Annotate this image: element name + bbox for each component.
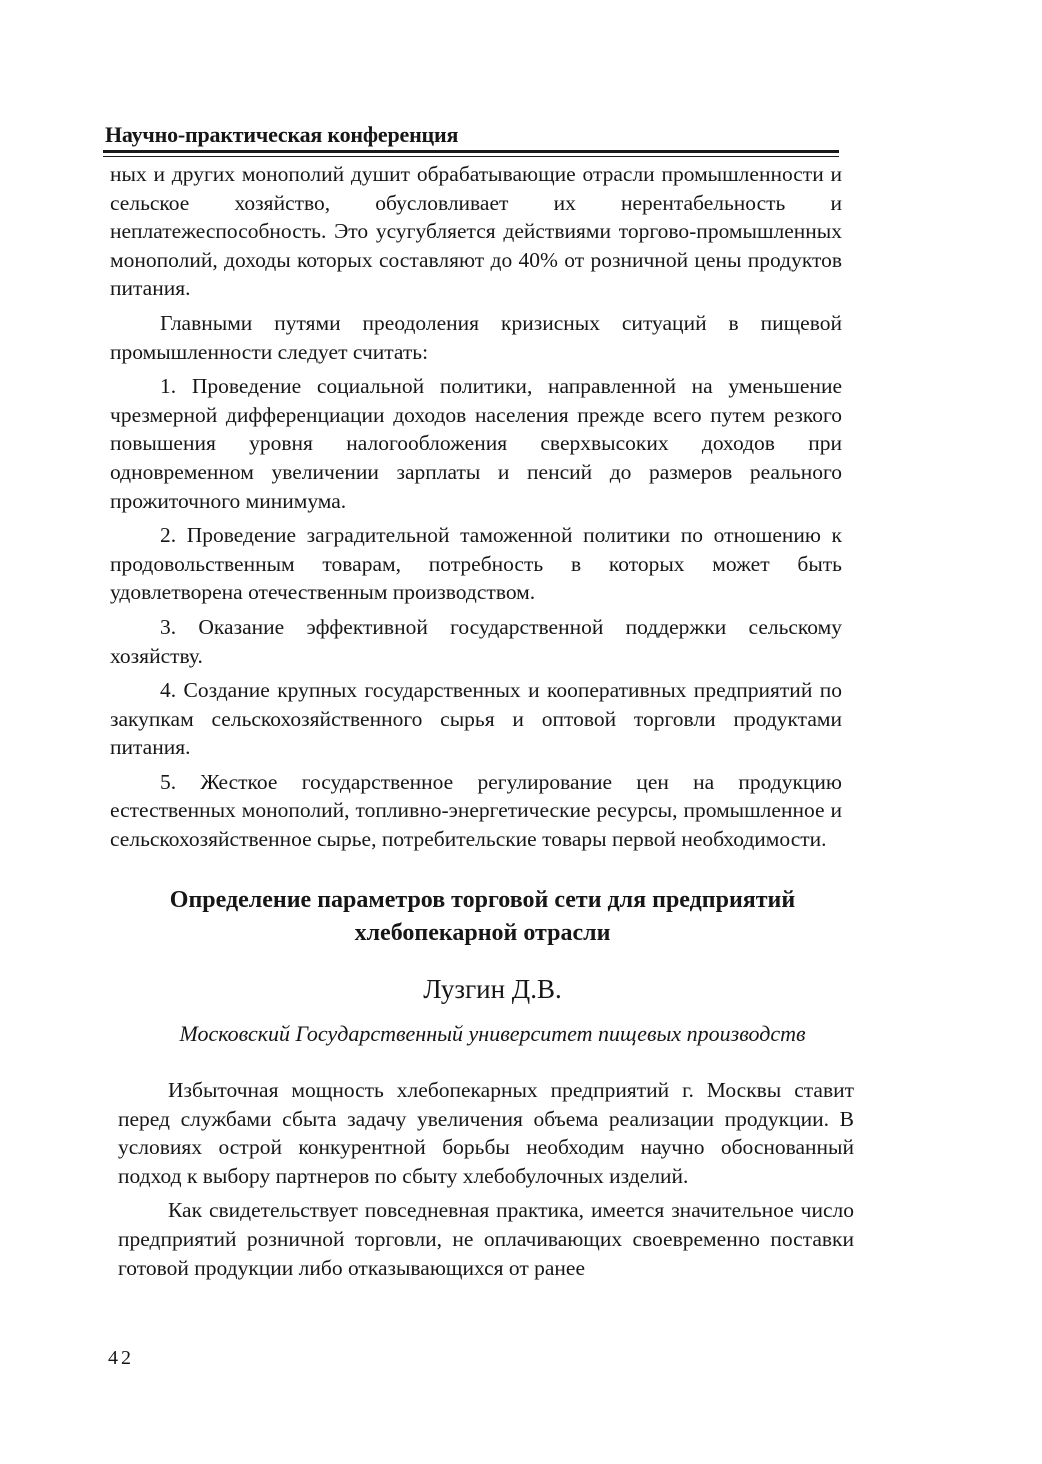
list-item-2: 2. Проведение заградительной таможенной политики по отношению к продовольственным товарам, потребность в которых может быть удовлетворена отечественным производством. xyxy=(110,523,842,605)
list-item-5: 5. Жесткое государственное регулирование цен на продукцию естественных монополий, топливно-энергетические ресурсы, промышленное и сельскохозяйственное сырье, потребительские товары первой необходимости. xyxy=(110,769,842,852)
running-title: Научно-практическая конференция xyxy=(105,122,459,147)
article-body xyxy=(118,1076,854,1288)
article-affiliation: Московский Государственный университет пищевых производств xyxy=(179,1021,806,1046)
article-title-line-2: хлебопекарной отрасли xyxy=(354,920,611,946)
list-item-3: 3. Оказание эффективной государственной поддержки сельскому хозяйству. xyxy=(110,614,842,668)
continuation-text xyxy=(110,160,842,860)
header-rule-thin xyxy=(103,156,839,157)
article-title-line-1: Определение параметров торговой сети для предприятий xyxy=(169,887,796,913)
list-item-4: 4. Создание крупных государственных и кооперативных предприятий по закупкам сельскохозяйственного сырья и оптовой торговли продуктами питания. xyxy=(110,678,842,760)
article-paragraph-2: Как свидетельствует повседневная практика, имеется значительное число предприятий розничной торговли, не оплачивающих своевременно поставки готовой продукции либо отказывающихся от ранее xyxy=(118,1198,854,1280)
page-number: 42 xyxy=(108,1347,134,1369)
paragraph-intro: Главными путями преодоления кризисных ситуаций в пищевой промышленности следует считать: xyxy=(110,310,842,364)
paragraph-continuation: ных и других монополий душит обрабатывающие отрасли промышленности и сельское хозяйство, обусловливает их нерентабельность и неплатежеспособность. Это усугубляется действиями торгово-промышленных монополий, доходы которых составляют до 40% от розничной цены продуктов питания. xyxy=(110,162,842,301)
article-title xyxy=(110,884,855,950)
list-item-1: 1. Проведение социальной политики, направленной на уменьшение чрезмерной дифференциации доходов населения прежде всего путем резкого повышения уровня налогообложения сверхвысоких доходов при одновременном увеличении зарплаты и пенсий до размеров реального прожиточного минимума. xyxy=(110,374,842,513)
article-author: Лузгин Д.В. xyxy=(423,974,562,1004)
article-paragraph-1: Избыточная мощность хлебопекарных предприятий г. Москвы ставит перед службами сбыта задачу увеличения объема реализации продукции. В условиях острой конкурентной борьбы необходим научно обоснованный подход к выбору партнеров по сбыту хлебобулочных изделий. xyxy=(118,1078,854,1188)
header-rule-thick xyxy=(103,150,839,153)
